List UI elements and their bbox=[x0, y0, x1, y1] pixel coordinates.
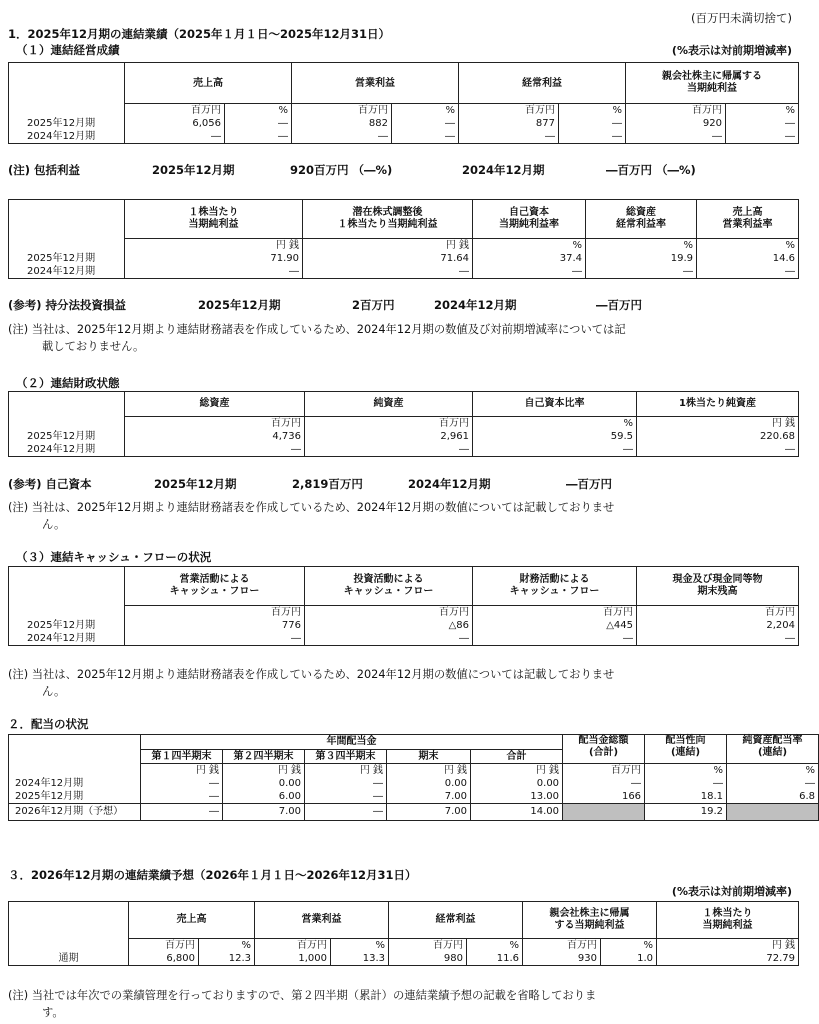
section1-title: 1．2025年12月期の連結業績（2025年１月１日～2025年12月31日） bbox=[8, 27, 391, 41]
header-sales: 売上高 bbox=[125, 63, 292, 104]
dividends-table: 年間配当金 配当金総額 (合計) 配当性向 (連結) 純資産配当率 (連結) 第１四半期末 第２四半期末 第３四半期末 期末 合計 円 銭 円 銭 円 銭 円 銭 円 銭 百万円 % % 2024年12月期 ― 0.00 ― 0.00 0.00 ― ― ― 2025年12月期 ― 6.00 ― 7.00 13.00 166 18.1 6.8 2026年12月期（予想） ― 7.00 ― 7.00 14.00 19.2 bbox=[8, 734, 819, 821]
table-row: 通期 6,800 12.3 1,000 13.3 980 11.6 930 1.0 72.79 bbox=[9, 952, 799, 966]
equity-2024: ―百万円 bbox=[566, 477, 612, 491]
table-row: 2025年12月期 6,056 ― 882 ― 877 ― 920 ― bbox=[9, 117, 799, 130]
comprehensive-income-2025: 920百万円 （―%) bbox=[290, 163, 393, 177]
cash-flow-table: 営業活動による キャッシュ・フロー 投資活動による キャッシュ・フロー 財務活動による キャッシュ・フロー 現金及び現金同等物 期末残高 百万円 百万円 百万円 百万円 2025年12月期 776 △86 △445 2,204 2024年12月期 ― ― ― ― bbox=[8, 566, 799, 646]
section2-title: （２）連結財政状態 bbox=[16, 376, 120, 390]
table-row: 2024年12月期 ― ― ― ― bbox=[9, 443, 799, 457]
unit: 百万円 bbox=[626, 104, 726, 118]
dividends-title: ２．配当の状況 bbox=[8, 717, 89, 731]
table-row: 2025年12月期 776 △86 △445 2,204 bbox=[9, 619, 799, 632]
forecast-table: 売上高 営業利益 経常利益 親会社株主に帰属 する当期純利益 １株当たり 当期純利益 百万円 % 百万円 % 百万円 % 百万円 % 円 銭 通期 6,800 12.3 1,000 13.3 980 11.6 930 1.0 72.79 bbox=[8, 901, 799, 966]
table-row: 2025年12月期 71.90 71.64 37.4 19.9 14.6 bbox=[9, 252, 799, 265]
note-3: (注) 当社は、2025年12月期より連結財務諸表を作成しているため、2024年12月期の数値については記載しておりませ bbox=[8, 668, 615, 681]
table-row: 2025年12月期 ― 6.00 ― 7.00 13.00 166 18.1 6.8 bbox=[9, 790, 819, 804]
table-row: 2024年12月期 ― ― ― ― bbox=[9, 632, 799, 646]
shaded-cell bbox=[563, 803, 645, 820]
equity-2025: 2,819百万円 bbox=[292, 477, 363, 491]
unit-note: (百万円未満切捨て) bbox=[691, 11, 792, 25]
financial-position-table: 総資産 純資産 自己資本比率 1株当たり純資産 百万円 百万円 % 円 銭 2025年12月期 4,736 2,961 59.5 220.68 2024年12月期 ― ― ― ― bbox=[8, 391, 799, 457]
unit: 百万円 bbox=[292, 104, 392, 118]
section3-title: （３）連結キャッシュ・フローの状況 bbox=[16, 550, 212, 564]
forecast-pct-note: (%表示は対前期増減率) bbox=[671, 885, 792, 898]
table-row: 2024年12月期 ― ― ― ― ― ― ― ― bbox=[9, 130, 799, 144]
header-operating-income: 営業利益 bbox=[292, 63, 459, 104]
table-row: 2026年12月期（予想） ― 7.00 ― 7.00 14.00 19.2 bbox=[9, 803, 819, 820]
note-4: (注) 当社では年次での業績管理を行っておりますので、第２四半期（累計）の連結業績予想の記載を省略しておりま bbox=[8, 989, 597, 1002]
equity-method-label: (参考) 持分法投資損益 bbox=[8, 298, 127, 312]
annual-dividend-header: 年間配当金 bbox=[141, 735, 563, 750]
header-ordinary-income: 経常利益 bbox=[459, 63, 626, 104]
unit: 百万円 bbox=[125, 104, 225, 118]
per-share-table: １株当たり 当期純利益 潜在株式調整後 １株当たり当期純利益 自己資本 当期純利益率 総資産 経常利益率 売上高 営業利益率 円 銭 円 銭 % % % 2025年12月期 71.90 71.64 37.4 19.9 14.6 2024年12月期 ― ― ― ― ― bbox=[8, 199, 799, 279]
table-row: 2025年12月期 4,736 2,961 59.5 220.68 bbox=[9, 430, 799, 443]
note-1: (注) 当社は、2025年12月期より連結財務諸表を作成しているため、2024年12月期の数値及び対前期増減率については記 bbox=[8, 323, 626, 336]
table-row: 2024年12月期 ― 0.00 ― 0.00 0.00 ― ― ― bbox=[9, 777, 819, 790]
table-row: 2024年12月期 ― ― ― ― ― bbox=[9, 265, 799, 279]
note-2: (注) 当社は、2025年12月期より連結財務諸表を作成しているため、2024年12月期の数値については記載しておりませ bbox=[8, 501, 615, 514]
operating-results-table: 売上高 営業利益 経常利益 親会社株主に帰属する 当期純利益 百万円 % 百万円 % 百万円 % 百万円 % 2025年12月期 6,056 ― 882 ― 877 ― 920 ― 2024年12月期 ― ― ― ― ― ― ― ― bbox=[8, 62, 799, 144]
unit: 百万円 bbox=[459, 104, 559, 118]
forecast-title: ３．2026年12月期の連結業績予想（2026年１月１日～2026年12月31日） bbox=[8, 868, 417, 882]
equity-method-2024: ―百万円 bbox=[596, 298, 642, 312]
shaded-cell bbox=[727, 803, 819, 820]
equity-method-2025: 2百万円 bbox=[352, 298, 395, 312]
section1-subtitle: （１）連結経営成績 bbox=[16, 43, 120, 57]
comprehensive-income-label: (注) 包括利益 bbox=[8, 163, 81, 177]
equity-label: (参考) 自己資本 bbox=[8, 477, 92, 491]
comprehensive-income-2024: ―百万円 （―%) bbox=[606, 163, 696, 177]
pct-note: (%表示は対前期増減率) bbox=[671, 44, 792, 57]
header-net-income: 親会社株主に帰属する 当期純利益 bbox=[626, 63, 799, 104]
